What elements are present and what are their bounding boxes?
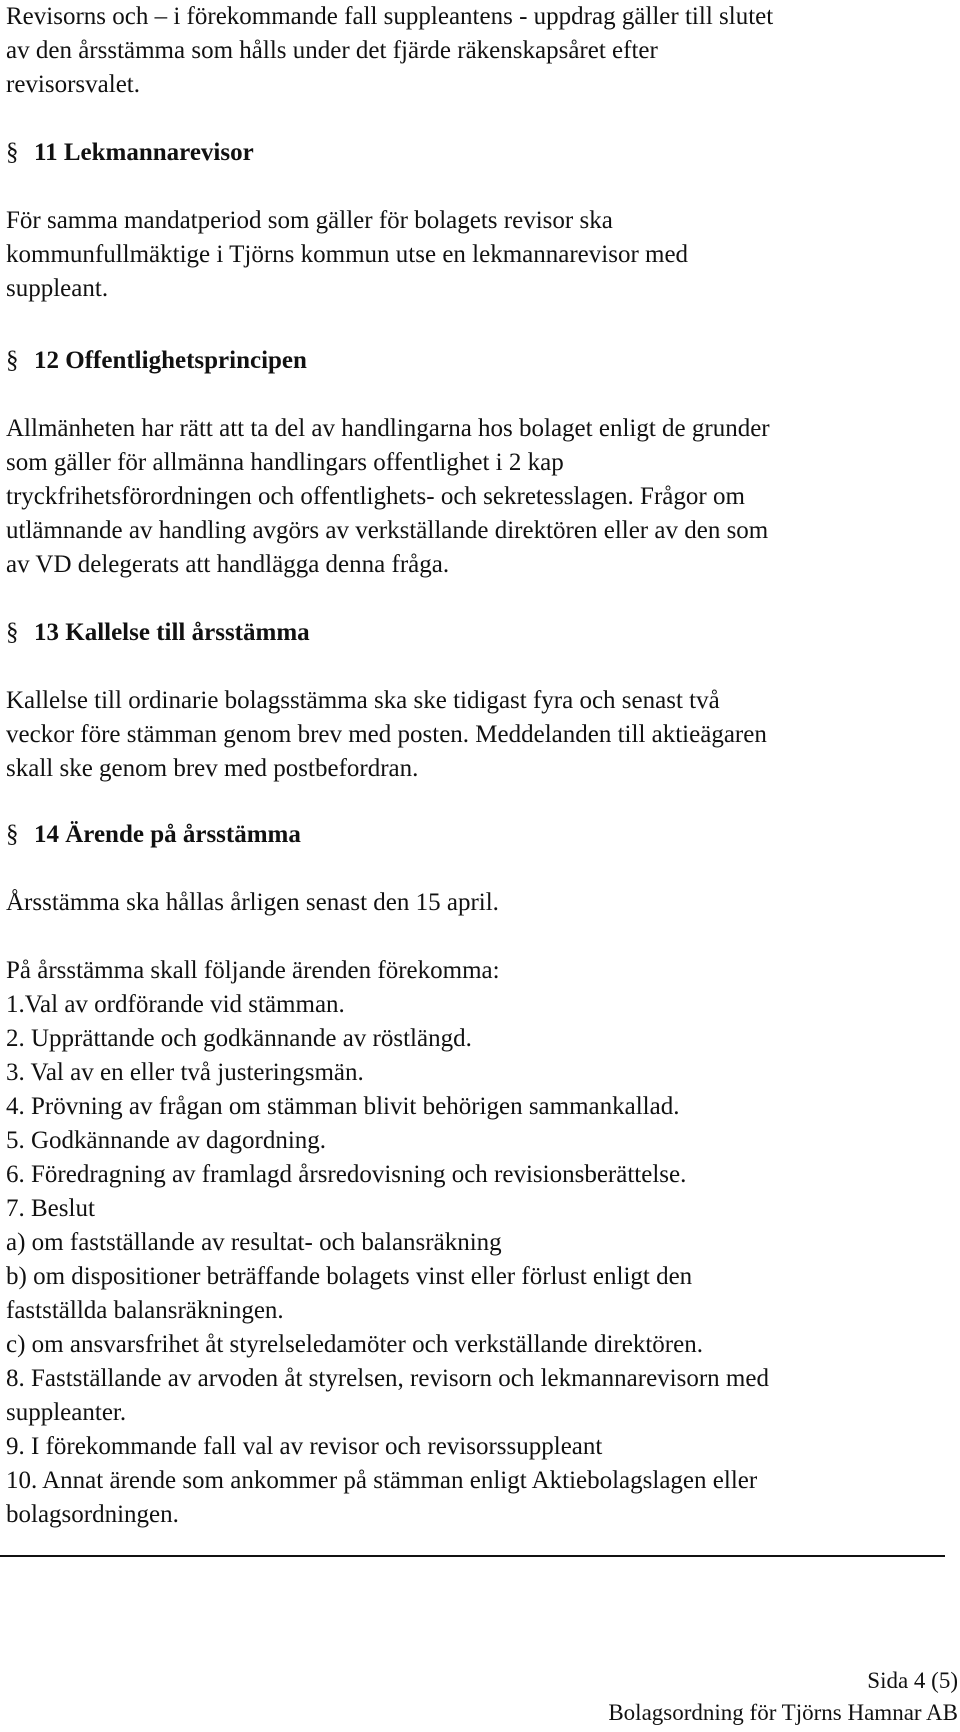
list-item: b) om dispositioner beträffande bolagets vinst eller förlust enligt den (6, 1263, 693, 1290)
footer-divider (0, 1555, 945, 1557)
list-item: c) om ansvarsfrihet åt styrelseledamöter och verkställande direktören. (6, 1331, 703, 1358)
page-number: Sida 4 (5) (867, 1668, 958, 1693)
intro-paragraph (6, 0, 946, 102)
section-12-body (6, 412, 946, 582)
list-item: 10. Annat ärende som ankommer på stämman enligt Aktiebolagslagen eller (6, 1467, 758, 1494)
section-title: 14 Ärende på årsstämma (34, 821, 301, 848)
section-title: 13 Kallelse till årsstämma (34, 619, 310, 646)
paragraph-line: utlämnande av handling avgörs av verkställande direktören eller av den som (6, 517, 769, 544)
paragraph-line: Revisorns och – i förekommande fall suppleantens - uppdrag gäller till slutet (6, 3, 774, 30)
paragraph-line: av den årsstämma som hålls under det fjärde räkenskapsåret efter (6, 37, 658, 64)
list-item: 1.Val av ordförande vid stämman. (6, 991, 345, 1018)
paragraph-line: suppleant. (6, 275, 109, 302)
paragraph-line: av VD delegerats att handlägga denna fråga. (6, 551, 450, 578)
list-item: 2. Upprättande och godkännande av röstlängd. (6, 1025, 472, 1052)
list-item: 9. I förekommande fall val av revisor och revisorssuppleant (6, 1433, 603, 1460)
list-item: fastställda balansräkningen. (6, 1297, 284, 1324)
section-sign: § (6, 821, 19, 848)
paragraph-line: som gäller för allmänna handlingars offentlighet i 2 kap (6, 449, 564, 476)
list-intro: På årsstämma skall följande ärenden förekomma: (6, 957, 500, 984)
section-11-body (6, 204, 946, 306)
paragraph-line: kommunfullmäktige i Tjörns kommun utse en lekmannarevisor med (6, 241, 689, 268)
list-item: 3. Val av en eller två justeringsmän. (6, 1059, 364, 1086)
list-item: a) om fastställande av resultat- och balansräkning (6, 1229, 502, 1256)
paragraph-line: revisorsvalet. (6, 71, 140, 98)
list-item: suppleanter. (6, 1399, 127, 1426)
list-item: bolagsordningen. (6, 1501, 179, 1528)
section-sign: § (6, 139, 19, 166)
section-14-heading (6, 818, 946, 852)
paragraph-line: veckor före stämman genom brev med posten. Meddelanden till aktieägaren (6, 721, 767, 748)
list-item: 7. Beslut (6, 1195, 95, 1222)
document-page (6, 0, 946, 1532)
section-12-heading (6, 344, 946, 378)
list-item: 5. Godkännande av dagordning. (6, 1127, 327, 1154)
list-item: 4. Prövning av frågan om stämman blivit behörigen sammankallad. (6, 1093, 680, 1120)
section-sign: § (6, 347, 19, 374)
section-title: 12 Offentlighetsprincipen (34, 347, 307, 374)
paragraph-line: Kallelse till ordinarie bolagsstämma ska ske tidigast fyra och senast två (6, 687, 720, 714)
paragraph-line: tryckfrihetsförordningen och offentlighets- och sekretesslagen. Frågor om (6, 483, 745, 510)
list-item: 6. Föredragning av framlagd årsredovisning och revisionsberättelse. (6, 1161, 687, 1188)
section-title: 11 Lekmannarevisor (34, 139, 254, 166)
section-13-heading (6, 616, 946, 650)
document-title-footer: Bolagsordning för Tjörns Hamnar AB (608, 1700, 958, 1725)
section-sign: § (6, 619, 19, 646)
agenda-list (6, 988, 946, 1532)
paragraph-line: För samma mandatperiod som gäller för bolagets revisor ska (6, 207, 613, 234)
section-13-body (6, 684, 946, 786)
paragraph-line: skall ske genom brev med postbefordran. (6, 755, 419, 782)
section-11-heading (6, 136, 946, 170)
section-14-statement: Årsstämma ska hållas årligen senast den 15 april. (6, 889, 499, 916)
list-item: 8. Fastställande av arvoden åt styrelsen, revisorn och lekmannarevisorn med (6, 1365, 769, 1392)
paragraph-line: Allmänheten har rätt att ta del av handlingarna hos bolaget enligt de grunder (6, 415, 770, 442)
